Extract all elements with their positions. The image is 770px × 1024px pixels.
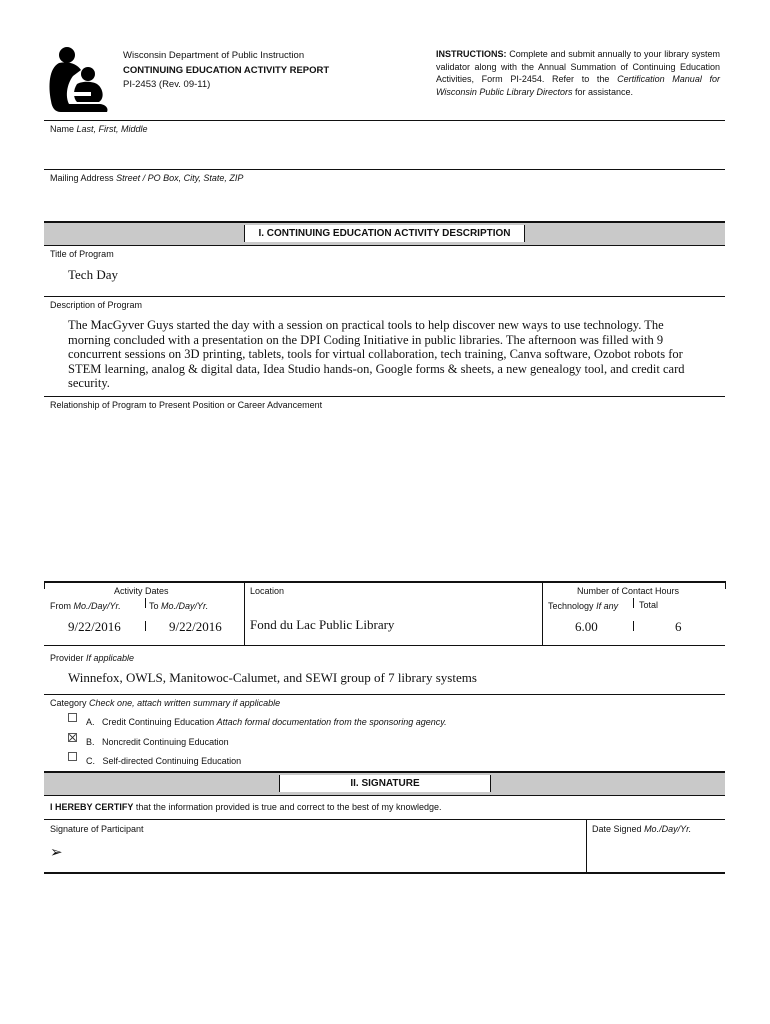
- to-date-label: To Mo./Day/Yr.: [149, 601, 209, 611]
- signature-field[interactable]: [70, 838, 575, 870]
- mailing-address-label: Mailing Address: [50, 173, 114, 183]
- mailing-address-field[interactable]: [50, 173, 243, 183]
- section-2-header: [44, 771, 725, 796]
- from-date-label: From Mo./Day/Yr.: [50, 601, 121, 611]
- mailing-address-hint: Street / PO Box, City, State, ZIP: [116, 173, 244, 183]
- dpi-logo: [47, 46, 111, 114]
- location-label: Location: [250, 586, 285, 596]
- provider-label: Provider If applicable: [50, 653, 135, 663]
- instructions-text: Complete and submit annually to your library system validator along with the Annual Summation of Continuing Education Activities, Form PI-2454. Refer to the: [436, 49, 720, 84]
- form-number: PI-2453 (Rev. 09-11): [123, 79, 211, 90]
- section-1-title: I. CONTINUING EDUCATION ACTIVITY DESCRIPTION: [244, 225, 525, 242]
- category-c-option: C. Self-directed Continuing Education: [86, 756, 242, 766]
- certify-statement: I HEREBY CERTIFY that the information provided is true and correct to the best of my knowledge.: [50, 802, 442, 812]
- program-title-label: Title of Program: [50, 249, 114, 259]
- date-signed-label: Date Signed Mo./Day/Yr.: [592, 824, 692, 834]
- name-field[interactable]: [50, 124, 148, 134]
- instructions-manual: Certification Manual for Wisconsin Public Library Directors: [436, 74, 720, 97]
- category-c-checkbox[interactable]: [68, 752, 77, 761]
- name-hint: Last, First, Middle: [76, 124, 148, 134]
- category-label: Category Check one, attach written summary if applicable: [50, 698, 281, 708]
- contact-hours-label: Number of Contact Hours: [577, 586, 680, 596]
- total-hours-label: Total: [639, 600, 659, 610]
- from-date-value[interactable]: 9/22/2016: [68, 619, 121, 634]
- section-2-title: II. SIGNATURE: [279, 775, 491, 792]
- date-signed-field[interactable]: [592, 838, 720, 870]
- description-value[interactable]: The MacGyver Guys started the day with a session on practical tools to help discover new ways to use technology. The morning concluded with a presentation on the DPI Coding Initiative in public libraries. The afternoon was filled with 9 concurrent sessions on 3D printing, tablets, tools for virtual collaboration, tech training, Canva software, Ozobot robots for STEM learning, analog & digital data, Idea Studio hands-on, Google forms & sheets, a new genealogy tool, and credit card security.: [68, 318, 685, 390]
- agency-name: Wisconsin Department of Public Instruction: [123, 50, 305, 61]
- category-a-option: A. Credit Continuing Education Attach formal documentation from the sponsoring agency.: [86, 717, 447, 727]
- program-title-value[interactable]: Tech Day: [68, 267, 118, 282]
- instructions-text-end: for assistance.: [572, 86, 633, 97]
- signature-arrow-icon: ➢: [50, 843, 63, 861]
- activity-dates-label: Activity Dates: [114, 586, 169, 596]
- category-a-checkbox[interactable]: [68, 713, 77, 722]
- form-title: CONTINUING EDUCATION ACTIVITY REPORT: [123, 65, 330, 76]
- category-b-checkbox[interactable]: [68, 733, 77, 742]
- total-hours-value[interactable]: 6: [675, 619, 682, 634]
- technology-hours-label: Technology If any: [548, 601, 619, 611]
- section-1-header: [44, 221, 725, 246]
- category-b-option: B. Noncredit Continuing Education: [86, 737, 229, 747]
- technology-hours-value[interactable]: 6.00: [575, 619, 598, 634]
- relationship-label: Relationship of Program to Present Position or Career Advancement: [50, 400, 323, 410]
- to-date-value[interactable]: 9/22/2016: [169, 619, 222, 634]
- name-label: Name: [50, 124, 75, 134]
- location-value[interactable]: Fond du Lac Public Library: [250, 617, 395, 632]
- instructions: [436, 48, 720, 98]
- relationship-field[interactable]: [50, 414, 720, 579]
- provider-value[interactable]: Winnefox, OWLS, Manitowoc-Calumet, and SEWI group of 7 library systems: [68, 670, 477, 685]
- instructions-label: INSTRUCTIONS:: [436, 49, 507, 59]
- description-label: Description of Program: [50, 300, 143, 310]
- signature-label: Signature of Participant: [50, 824, 144, 834]
